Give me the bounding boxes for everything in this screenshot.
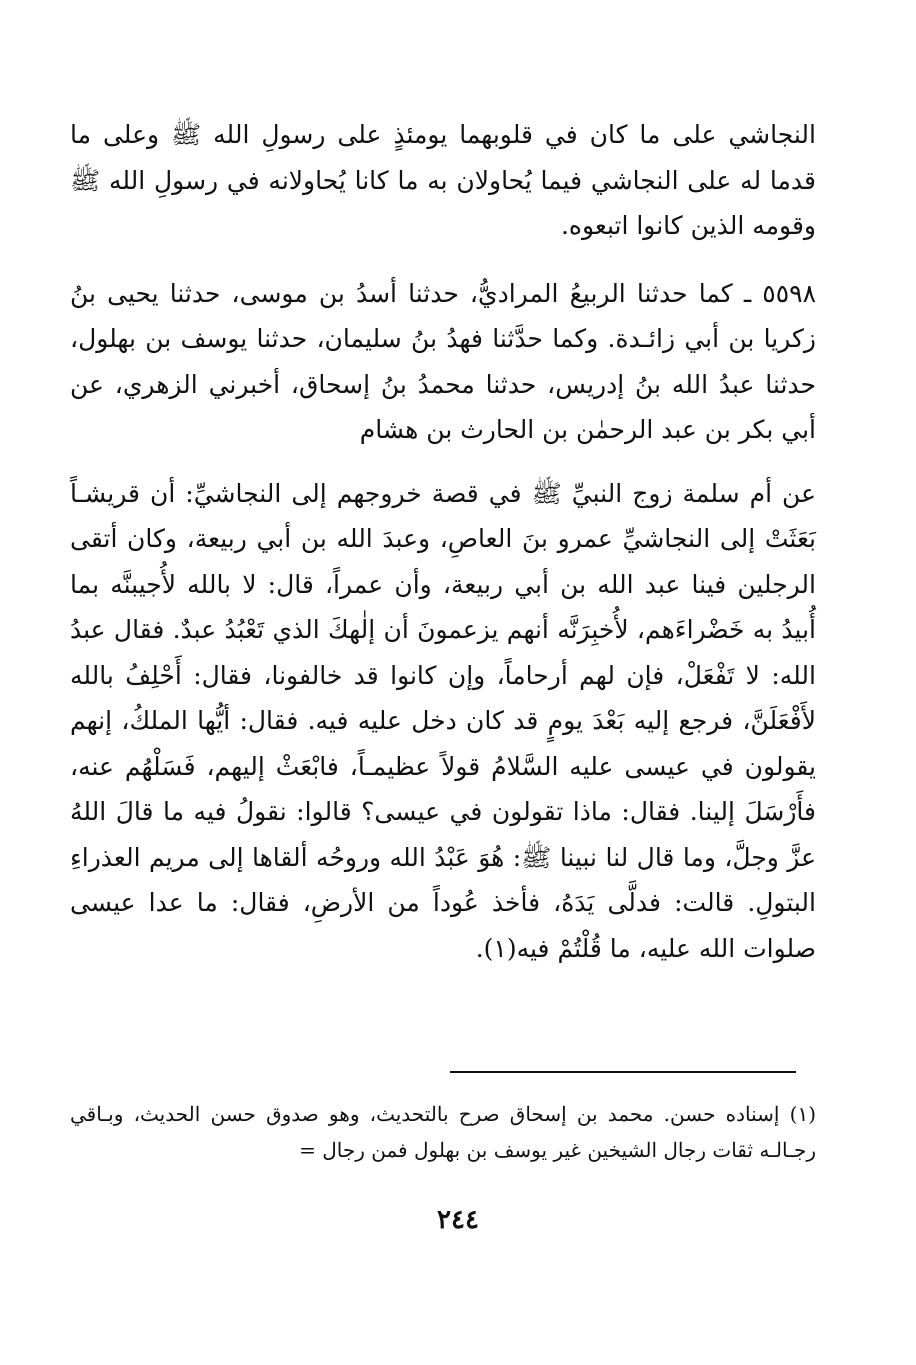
paragraph-hadith-matn: عن أم سلمة زوج النبيِّ ﷺ في قصة خروجهم إلى النجاشيِّ: أن قريشـاً بَعَثَتْ إلى النجاشيِّ عمرو بنَ العاصِ، وعبدَ الله بن أبي ربيعة، وكان أتقى الرجلين فينا عبد الله بن أبي ربيعة، وأن عمراً، قال: لا بالله لأُجيبنَّه بما أُبيدُ به خَضْراءَهم، لأُخبِرَنَّه أنهم يزعمونَ أن إلٰهكَ الذي تَعْبُدُ عبدٌ. فقال عبدُ الله: لا تَفْعَلْ، فإن لهم أرحاماً، وإن كانوا قد خالفونا، فقال: أَحْلِفُ بالله لأَفْعَلَنَّ، فرجع إليه بَعْدَ يومٍ قد كان دخل عليه فيه. فقال: أيُّها الملكُ، إنهم يقولون في عيسى عليه السَّلامُ قولاً عظيمـاً، فابْعَثْ إليهم، فَسَلْهُم عنه، فأَرْسَلَ إلينا. فقال: ماذا تقولون في عيسى؟ قالوا: نقولُ فيه ما قالَ اللهُ عزَّ وجلَّ، وما قال لنا نبينا ﷺ: هُوَ عَبْدُ الله وروحُه ألقاها إلى مريم العذراءِ البتولِ. قالت: فدلَّى يَدَهُ، فأخذ عُوداً من الأرضِ، فقال: ما عدا عيسى صلوات الله عليه، ما قُلْتُمْ فيه(١). xyxy=(70,478,816,963)
footnote: (١) إسناده حسن. محمد بن إسحاق صرح بالتحديث، وهو صدوق حسن الحديث، وبـاقي رجـالـه ثقات رجال الشيخين غير يوسف بن بهلول فمن رجال = xyxy=(70,1102,816,1162)
paragraph-continuation: النجاشي على ما كان في قلوبهما يومئذٍ على رسولِ الله ﷺ وعلى ما قدما له على النجاشي فيما يُحاولان به ما كانا يُحاولانه في رسولِ الله ﷺ وقومه الذين كانوا اتبعوه. xyxy=(70,120,816,240)
page-body xyxy=(70,112,816,971)
footnote-divider xyxy=(450,1071,796,1073)
page-number: ٢٤٤ xyxy=(437,1205,479,1235)
paragraph-hadith-isnad: ٥٥٩٨ ـ كما حدثنا الربيعُ المراديُّ، حدثنا أسدُ بن موسى، حدثنا يحيى بنُ زكريا بن أبي زائـدة. وكما حدَّثنا فهدُ بنُ سليمان، حدثنا يوسف بن بهلول، حدثنا عبدُ الله بنُ إدريس، حدثنا محمدُ بنُ إسحاق، أخبرني الزهري، عن أبي بكر بن عبد الرحمٰن بن الحارث بن هشام xyxy=(70,278,816,444)
